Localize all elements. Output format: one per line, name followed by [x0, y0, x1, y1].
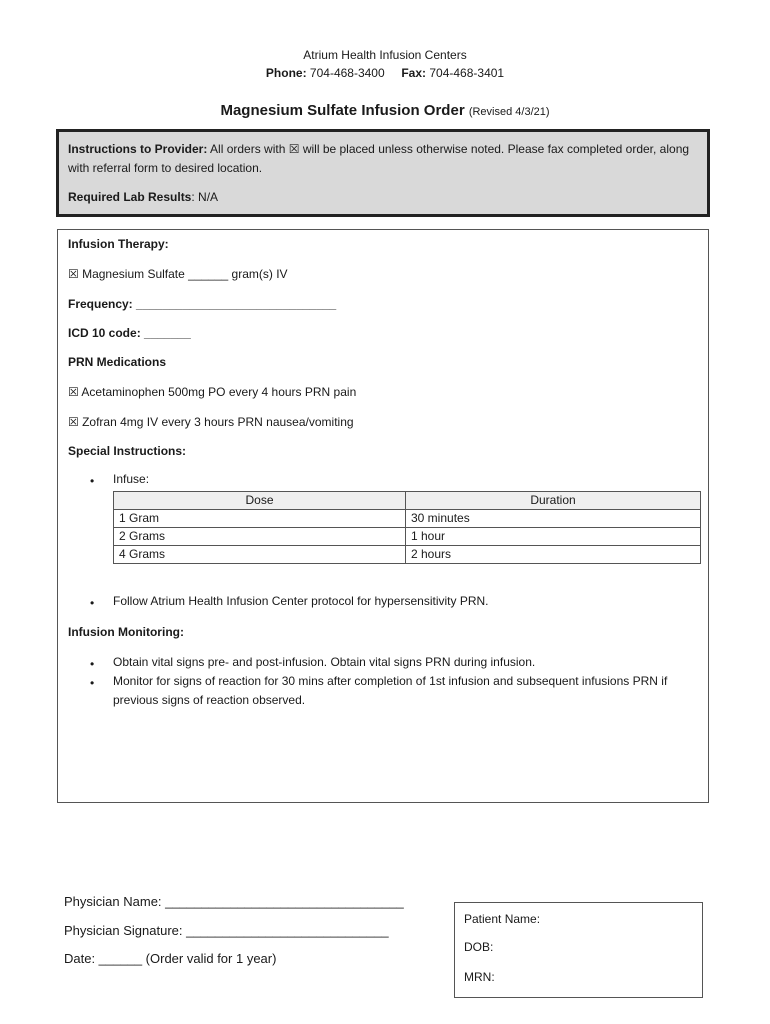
instructions-body: All orders with ☒ will be placed unless otherwise noted. Please fax completed order, along with referral form to desired location.: [68, 142, 690, 175]
order-box: [57, 229, 709, 803]
duration-cell: 30 minutes: [406, 510, 701, 528]
page-title: [0, 102, 770, 119]
frequency-field[interactable]: Frequency: ______________________________: [68, 297, 337, 311]
therapy-heading: Infusion Therapy:: [68, 237, 169, 251]
special-instructions-heading: Special Instructions:: [68, 444, 187, 458]
mrn-field[interactable]: MRN:: [464, 970, 495, 984]
fax-number: 704-468-3401: [429, 66, 505, 80]
table-row: [114, 510, 701, 528]
duration-column-header: Duration: [406, 492, 701, 510]
infuse-label: Infuse:: [113, 472, 150, 486]
table-row: [114, 546, 701, 564]
magnesium-checkbox-item[interactable]: ☒ Magnesium Sulfate ______ gram(s) IV: [68, 267, 288, 281]
dose-duration-table: [113, 491, 701, 564]
monitoring-item: Obtain vital signs pre- and post-infusion. Obtain vital signs PRN during infusion.: [113, 655, 536, 669]
dose-cell: 2 Grams: [114, 528, 406, 546]
dose-column-header: Dose: [114, 492, 406, 510]
icd-code-field[interactable]: ICD 10 code: _______: [68, 326, 191, 340]
dose-cell: 1 Gram: [114, 510, 406, 528]
phone-number: 704-468-3400: [309, 66, 385, 80]
patient-name-field[interactable]: Patient Name:: [464, 912, 541, 926]
form-title: Magnesium Sulfate Infusion Order: [220, 102, 465, 119]
prn-heading: PRN Medications: [68, 355, 167, 369]
dose-cell: 4 Grams: [114, 546, 406, 564]
required-labs: [68, 188, 698, 207]
physician-name-field[interactable]: Physician Name: _________________________________: [64, 894, 404, 909]
date-field[interactable]: Date: ______ (Order valid for 1 year): [64, 951, 277, 966]
org-name: Atrium Health Infusion Centers: [303, 48, 467, 62]
zofran-checkbox-item[interactable]: ☒ Zofran 4mg IV every 3 hours PRN nausea/vomiting: [68, 415, 354, 429]
protocol-item: Follow Atrium Health Infusion Center protocol for hypersensitivity PRN.: [113, 594, 489, 608]
duration-cell: 1 hour: [406, 528, 701, 546]
instructions-box: [56, 129, 710, 217]
table-row: [114, 528, 701, 546]
dob-field[interactable]: DOB:: [464, 940, 494, 954]
monitoring-item: Monitor for signs of reaction for 30 mins after completion of 1st infusion and subsequent infusions PRN if previous signs of reaction observed.: [113, 674, 668, 707]
contact-line: [0, 66, 770, 80]
instructions-label: Instructions to Provider:: [68, 142, 208, 156]
revision-note: (Revised 4/3/21): [468, 106, 550, 118]
phone-label: Phone:: [265, 66, 307, 80]
monitoring-heading: Infusion Monitoring:: [68, 625, 184, 639]
bullet-icon: •: [90, 676, 95, 690]
bullet-icon: •: [90, 596, 95, 610]
physician-signature-field[interactable]: Physician Signature: ____________________________: [64, 923, 389, 938]
bullet-icon: •: [90, 657, 95, 671]
table-header-row: [114, 492, 701, 510]
patient-info-box: [454, 902, 703, 998]
required-labs-label: Required Lab Results: [68, 190, 192, 204]
acetaminophen-checkbox-item[interactable]: ☒ Acetaminophen 500mg PO every 4 hours PRN pain: [68, 385, 357, 399]
bullet-icon: •: [90, 474, 95, 488]
instructions-text: [68, 140, 698, 178]
required-labs-value: : N/A: [191, 190, 219, 204]
duration-cell: 2 hours: [406, 546, 701, 564]
fax-label: Fax:: [401, 66, 427, 80]
